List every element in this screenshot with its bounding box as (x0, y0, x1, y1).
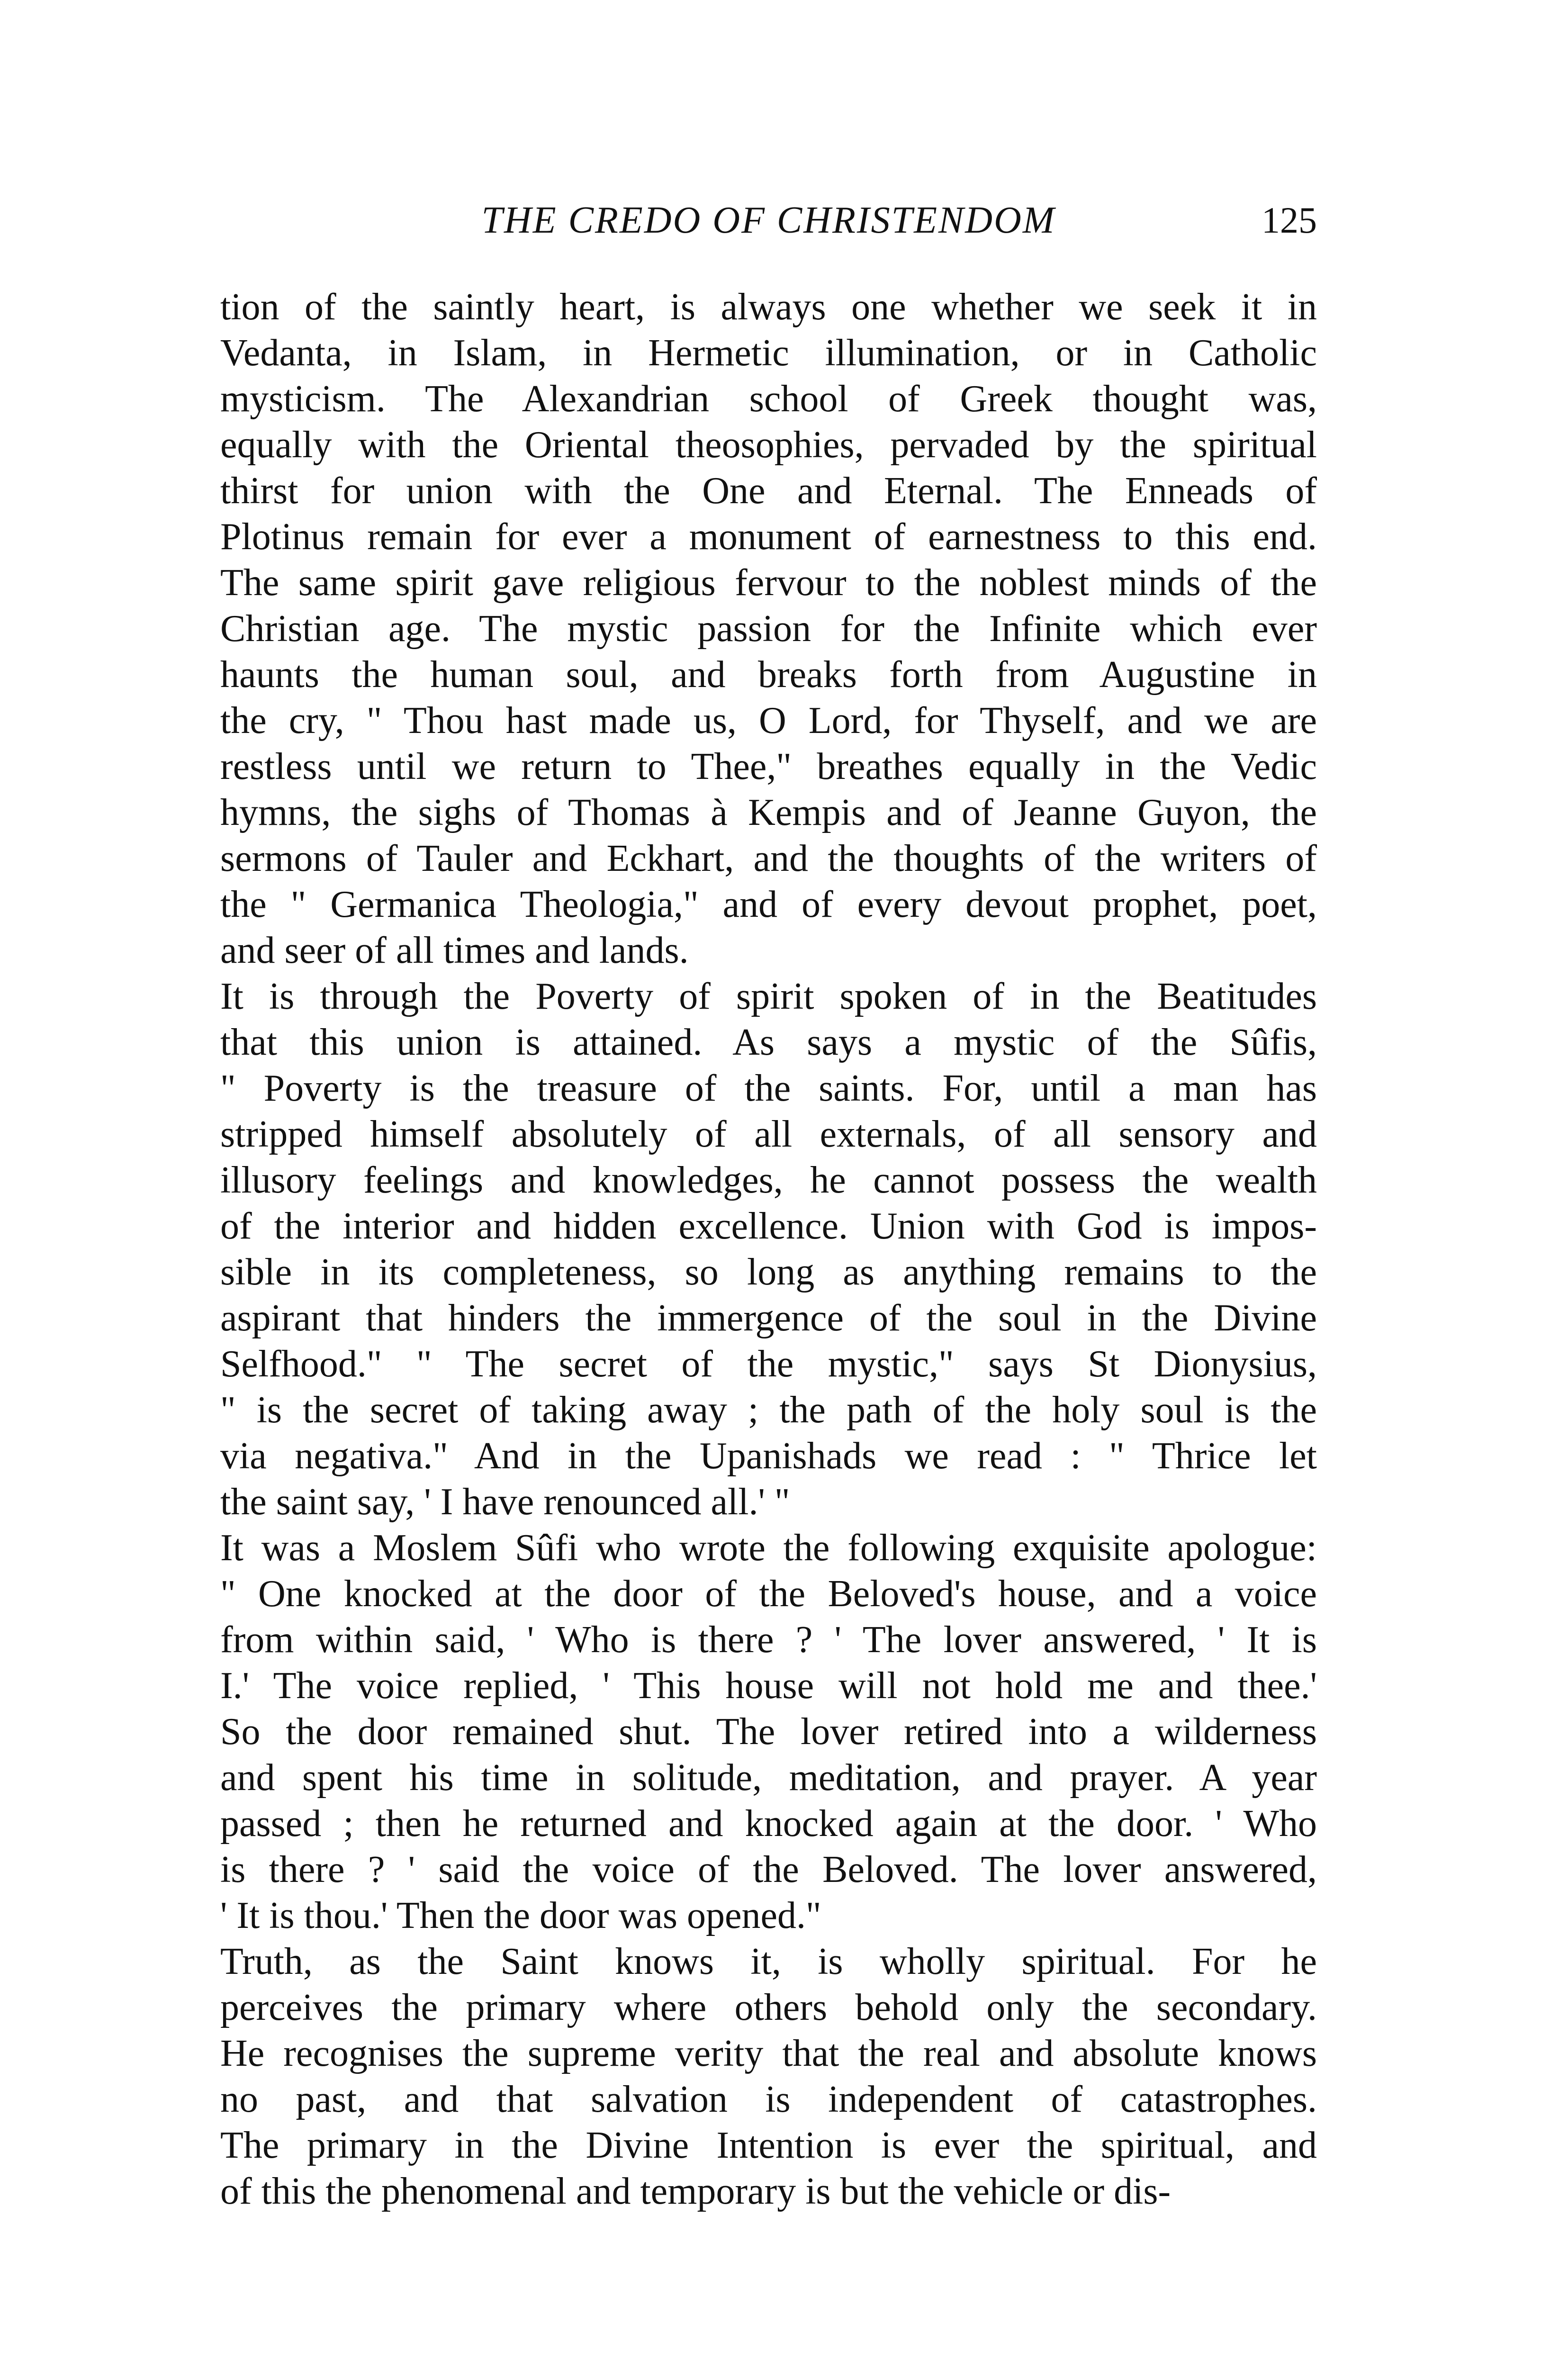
text-line: passed ; then he returned and knocked again at the door. ' Who (220, 1803, 1317, 1845)
text-line: Christian age. The mystic passion for the Infinite which ever (220, 608, 1317, 650)
page-header (220, 194, 1317, 246)
text-line: perceives the primary where others behold only the secondary. (220, 1987, 1317, 2028)
text-line: of the interior and hidden excellence. Union with God is impos- (220, 1205, 1317, 1247)
page-number: 125 (1262, 199, 1317, 241)
text-line: " One knocked at the door of the Beloved's house, and a voice (220, 1573, 1317, 1615)
text-line: restless until we return to Thee," breathes equally in the Vedic (220, 746, 1317, 787)
text-line: Truth, as the Saint knows it, is wholly spiritual. For he (220, 1941, 1317, 1982)
running-title: THE CREDO OF CHRISTENDOM (481, 199, 1056, 241)
text-line: equally with the Oriental theosophies, pervaded by the spiritual (220, 424, 1317, 466)
text-line: and spent his time in solitude, meditation, and prayer. A year (220, 1757, 1317, 1799)
text-line: no past, and that salvation is independent of catastrophes. (220, 2079, 1317, 2120)
body-text (220, 284, 1317, 2215)
text-line: " Poverty is the treasure of the saints. For, until a man has (220, 1067, 1317, 1109)
paragraph (220, 284, 1317, 974)
paragraph (220, 1525, 1317, 1939)
text-line: from within said, ' Who is there ? ' The lover answered, ' It is (220, 1619, 1317, 1661)
text-line: He recognises the supreme verity that the real and absolute knows (220, 2033, 1317, 2074)
text-line: Selfhood." " The secret of the mystic," says St Dionysius, (220, 1343, 1317, 1385)
text-line: stripped himself absolutely of all externals, of all sensory and (220, 1113, 1317, 1155)
text-line: It is through the Poverty of spirit spoken of in the Beatitudes (220, 976, 1317, 1017)
text-line: via negativa." And in the Upanishads we read : " Thrice let (220, 1435, 1317, 1477)
text-line: the cry, " Thou hast made us, O Lord, for Thyself, and we are (220, 700, 1317, 741)
text-line: thirst for union with the One and Eternal. The Enneads of (220, 470, 1317, 512)
text-line: " is the secret of taking away ; the path of the holy soul is the (220, 1389, 1317, 1431)
paragraph (220, 974, 1317, 1525)
text-line: that this union is attained. As says a mystic of the Sûfis, (220, 1022, 1317, 1063)
paragraph (220, 1939, 1317, 2215)
text-line: is there ? ' said the voice of the Beloved. The lover answered, (220, 1849, 1317, 1890)
text-line: Plotinus remain for ever a monument of earnestness to this end. (220, 516, 1317, 558)
text-line: mysticism. The Alexandrian school of Greek thought was, (220, 378, 1317, 420)
text-line: haunts the human soul, and breaks forth from Augustine in (220, 654, 1317, 696)
text-line: sible in its completeness, so long as anything remains to the (220, 1251, 1317, 1293)
text-line: of this the phenomenal and temporary is but the vehicle or dis- (220, 2170, 1171, 2212)
text-line: hymns, the sighs of Thomas à Kempis and of Jeanne Guyon, the (220, 792, 1317, 833)
text-line: tion of the saintly heart, is always one whether we seek it in (220, 286, 1317, 328)
text-line: I.' The voice replied, ' This house will not hold me and thee.' (220, 1665, 1317, 1707)
text-line: sermons of Tauler and Eckhart, and the thoughts of the writers of (220, 838, 1317, 879)
text-line: The primary in the Divine Intention is ever the spiritual, and (220, 2125, 1317, 2166)
text-line: Vedanta, in Islam, in Hermetic illumination, or in Catholic (220, 332, 1317, 374)
text-line: So the door remained shut. The lover retired into a wilderness (220, 1711, 1317, 1753)
text-line: ' It is thou.' Then the door was opened." (220, 1895, 821, 1936)
text-line: and seer of all times and lands. (220, 930, 689, 971)
text-line: the " Germanica Theologia," and of every devout prophet, poet, (220, 884, 1317, 925)
text-line: The same spirit gave religious fervour to the noblest minds of the (220, 562, 1317, 604)
text-line: aspirant that hinders the immergence of the soul in the Divine (220, 1297, 1317, 1339)
text-line: illusory feelings and knowledges, he cannot possess the wealth (220, 1159, 1317, 1201)
text-line: the saint say, ' I have renounced all.' " (220, 1481, 790, 1523)
text-line: It was a Moslem Sûfi who wrote the following exquisite apologue: (220, 1527, 1317, 1569)
